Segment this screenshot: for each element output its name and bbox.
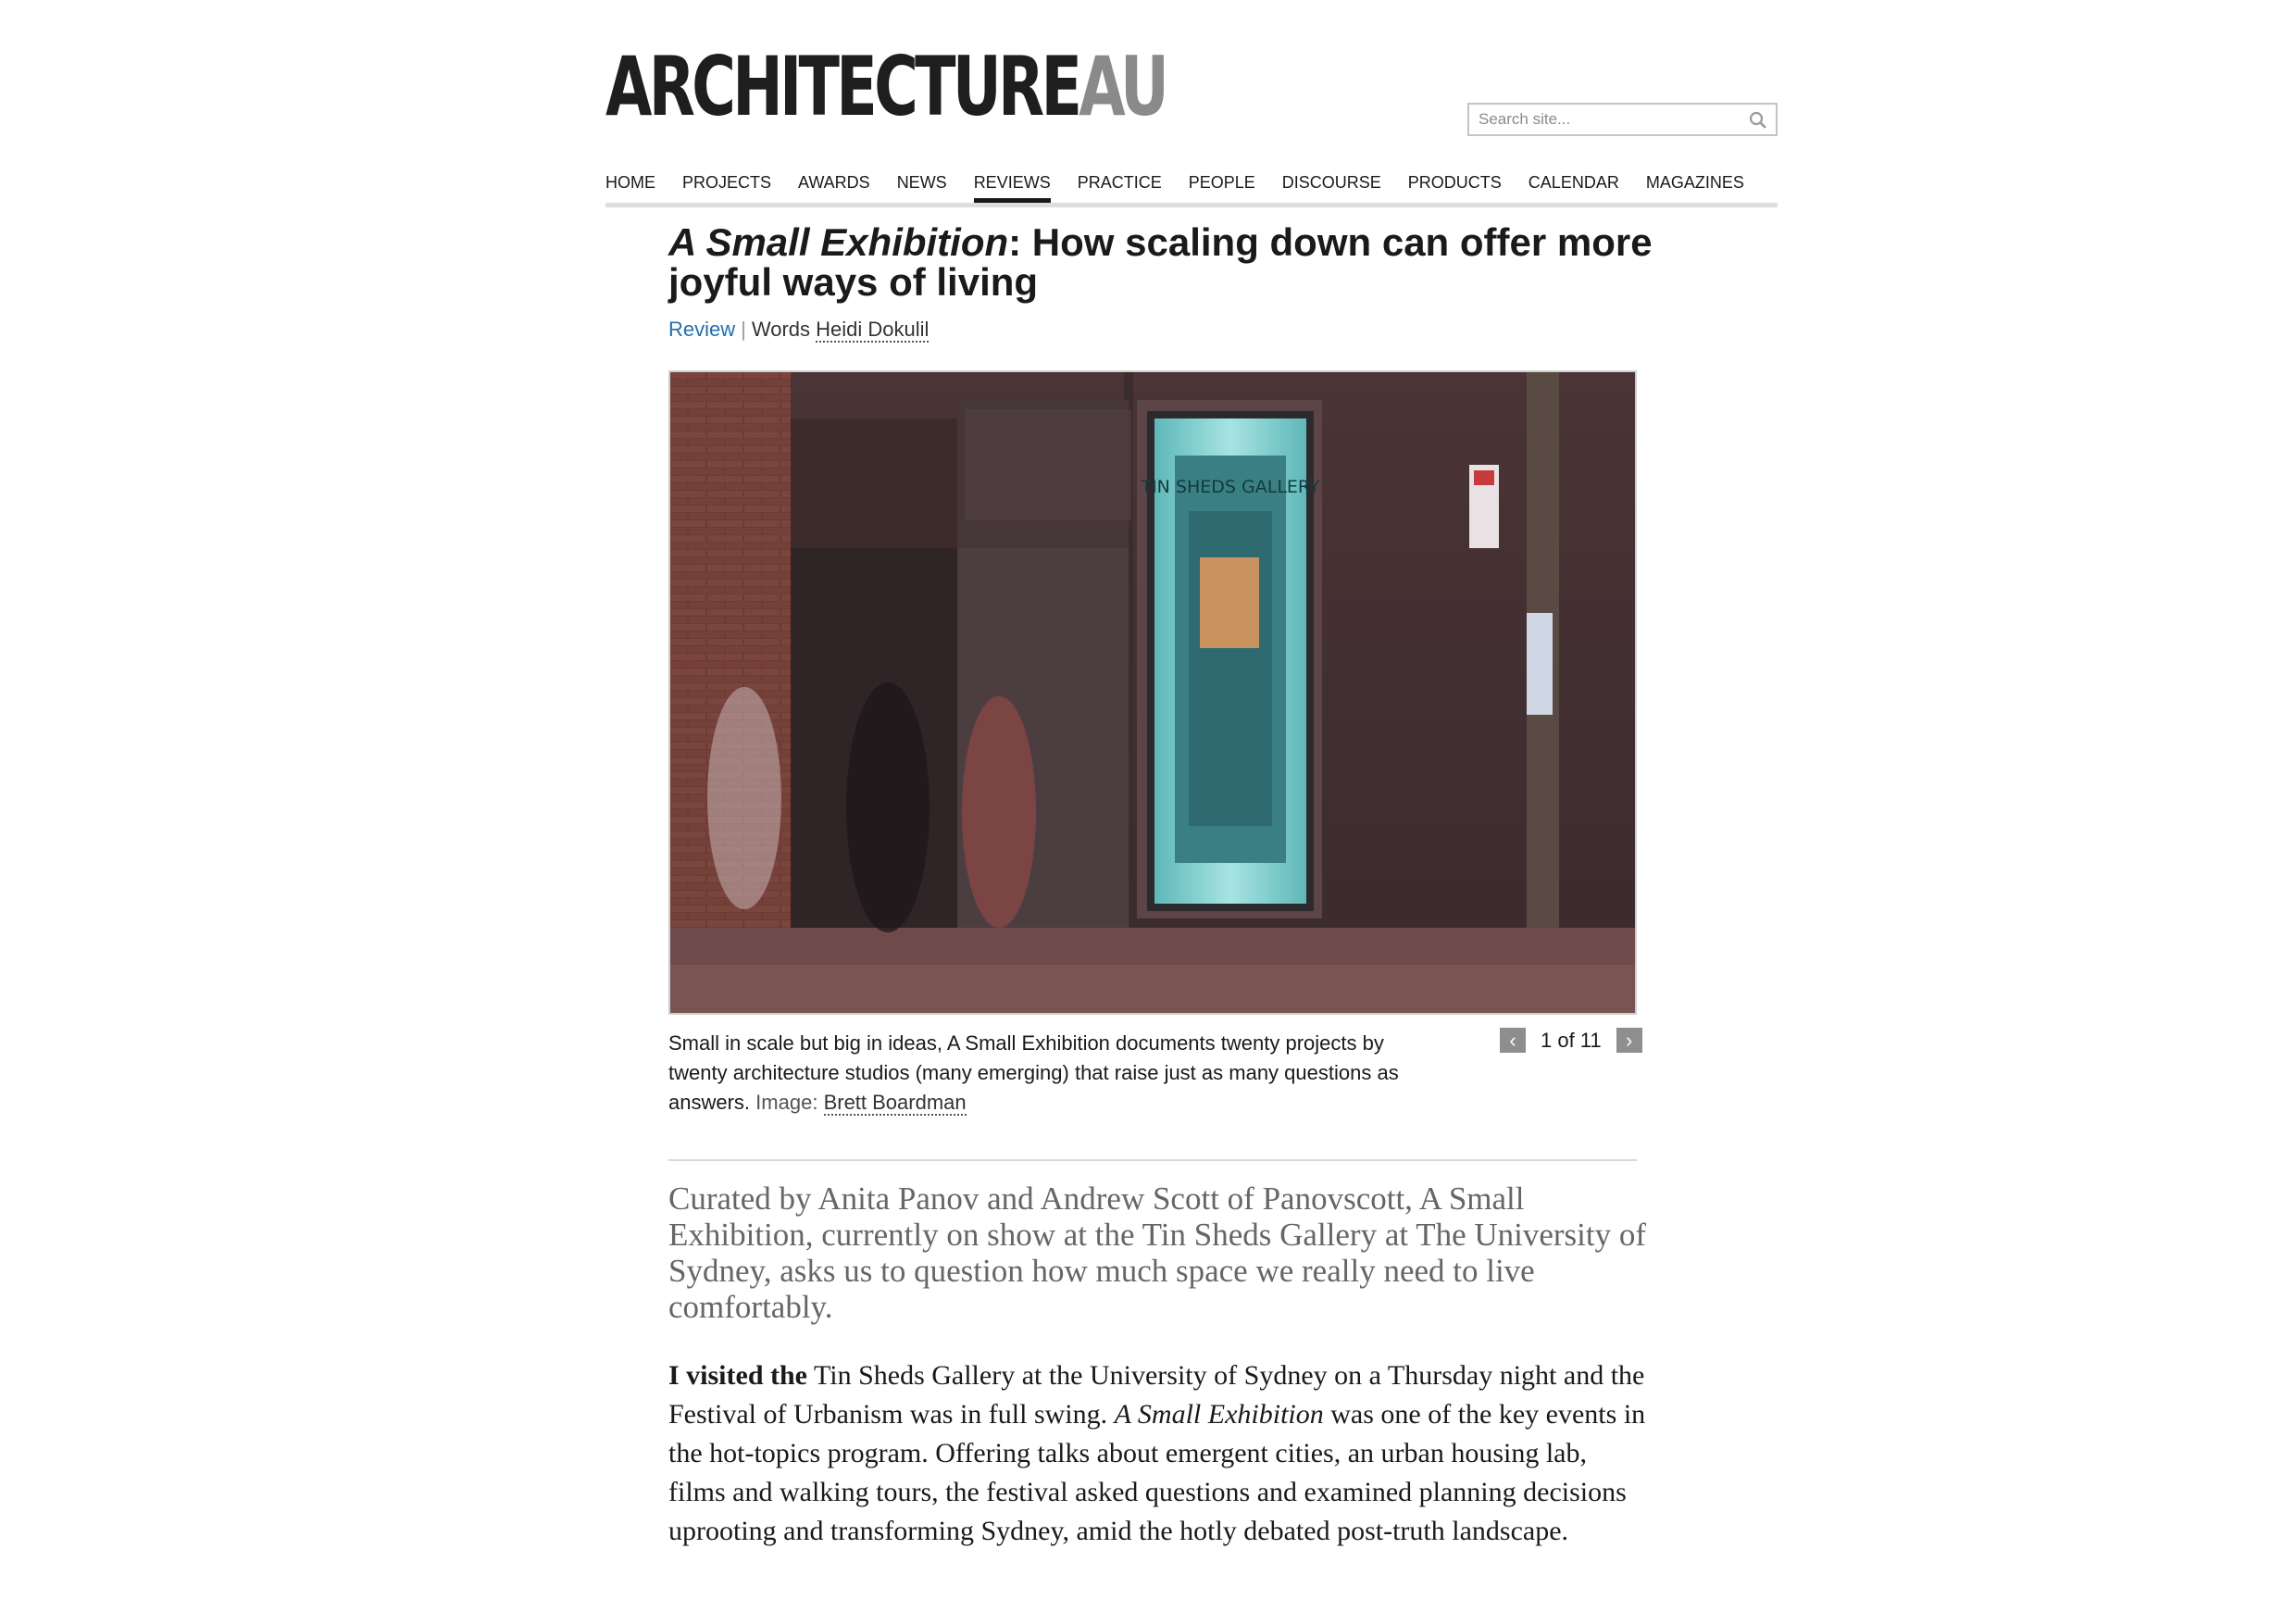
search-box bbox=[1467, 103, 1778, 136]
nav-news[interactable]: NEWS bbox=[896, 173, 947, 192]
body-lead: I visited the bbox=[668, 1360, 807, 1391]
nav-people[interactable]: PEOPLE bbox=[1188, 173, 1255, 192]
caption-text: Small in scale but big in ideas, A Small Exhibition documents twenty projects by twenty architecture studios (many emerging) that raise just as many questions as answers. bbox=[668, 1031, 1399, 1114]
nav-magazines[interactable]: MAGAZINES bbox=[1645, 173, 1744, 192]
author-link[interactable]: Heidi Dokulil bbox=[816, 318, 930, 341]
article-lede: Curated by Anita Panov and Andrew Scott of Panovscott, A Small Exhibition, currently on show at the Tin Sheds Gallery at The University of Sydney, asks us to question how much space we really need to live comfortably. bbox=[668, 1181, 1647, 1325]
nav-discourse[interactable]: DISCOURSE bbox=[1281, 173, 1381, 192]
body-italic: A Small Exhibition bbox=[1114, 1399, 1324, 1430]
words-label: Words bbox=[751, 318, 811, 341]
byline-separator: | bbox=[741, 318, 746, 341]
image-caption bbox=[668, 1029, 1428, 1118]
category-link[interactable]: Review bbox=[668, 318, 736, 341]
article-title-italic: A Small Exhibition bbox=[668, 220, 1009, 264]
nav-awards[interactable]: AWARDS bbox=[798, 173, 870, 192]
nav-calendar[interactable]: CALENDAR bbox=[1528, 173, 1619, 192]
gallery-sign: TIN SHEDS GALLERY bbox=[1141, 477, 1320, 497]
body-part-2: was one of the key events in the hot-topics program. Offering talks about emergent cities, an urban housing lab, films and walking tours, the festival asked questions and examined planning decisions uprooting and transforming Sydney, amid the hotly debated post-truth landscape. bbox=[668, 1399, 1646, 1546]
site-logo[interactable] bbox=[605, 39, 1167, 134]
article-body bbox=[668, 1356, 1650, 1551]
image-credit-link[interactable]: Brett Boardman bbox=[823, 1091, 967, 1114]
image-credit-label: Image: bbox=[755, 1091, 818, 1114]
nav-home[interactable]: HOME bbox=[605, 173, 655, 192]
pager-count: 1 of 11 bbox=[1541, 1028, 1602, 1052]
article-title bbox=[668, 222, 1668, 302]
nav-projects[interactable]: PROJECTS bbox=[682, 173, 772, 192]
main-nav bbox=[605, 169, 1778, 207]
prev-image-button[interactable] bbox=[1500, 1028, 1526, 1053]
logo-main: ARCHITECTURE bbox=[605, 39, 1079, 134]
article-title-rest: : How scaling down can offer more joyful ways of living bbox=[668, 220, 1653, 304]
chevron-left-icon: ‹ bbox=[1509, 1028, 1516, 1052]
content-divider bbox=[668, 1159, 1637, 1161]
search-icon[interactable] bbox=[1748, 110, 1768, 131]
nav-reviews[interactable]: REVIEWS bbox=[974, 169, 1051, 203]
nav-practice[interactable]: PRACTICE bbox=[1077, 173, 1162, 192]
chevron-right-icon: › bbox=[1625, 1028, 1633, 1052]
gallery-pager bbox=[1500, 1028, 1642, 1053]
nav-products[interactable]: PRODUCTS bbox=[1407, 173, 1502, 192]
gallery-photo bbox=[670, 372, 1635, 1013]
byline bbox=[668, 318, 929, 342]
search-input[interactable] bbox=[1469, 105, 1747, 134]
logo-accent: AU bbox=[1079, 39, 1167, 134]
next-image-button[interactable] bbox=[1616, 1028, 1642, 1053]
body-part-1: Tin Sheds Gallery at the University of Sydney on a Thursday night and the Festival of Urbanism was in full swing. bbox=[668, 1360, 1645, 1430]
hero-image[interactable] bbox=[668, 370, 1637, 1015]
